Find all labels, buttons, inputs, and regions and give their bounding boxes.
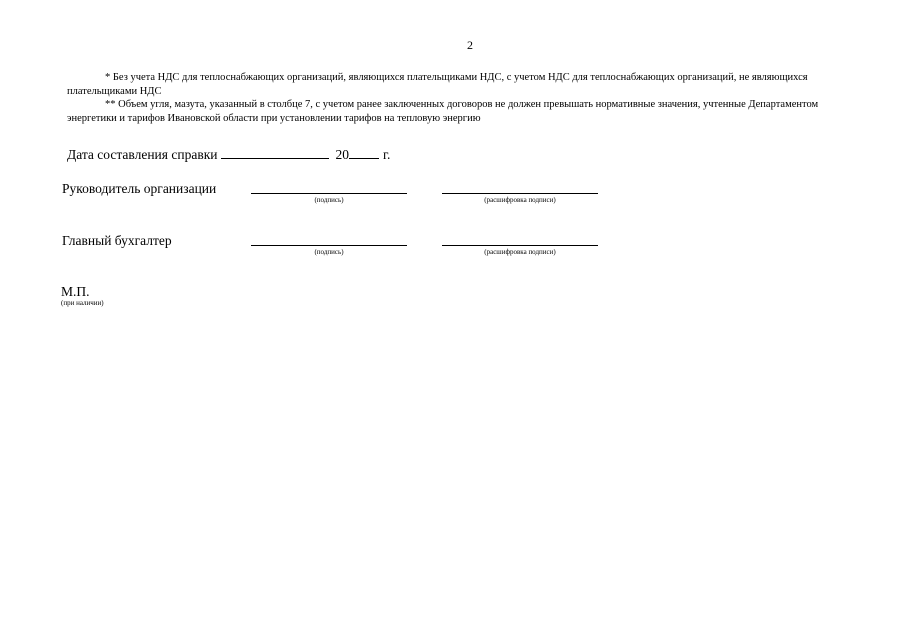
signature-label-director: Руководитель организации [62,181,217,196]
director-decoding-field[interactable] [442,193,598,205]
director-signature-field[interactable] [251,193,407,205]
date-of-issue-line [67,146,390,163]
date-of-issue-label: Дата составления справки [67,147,218,162]
stamp-note: (при наличии) [61,299,104,307]
accountant-signature-field[interactable] [251,245,407,257]
signature-caption: (подпись) [314,196,344,204]
footnote-fuel-volume: ** Объем угля, мазута, указанный в столбце 7, с учетом ранее заключенных договоров не должен превышать нормативные значения, учтенные Департаментом энергетики и тарифов Ивановской области при установлении тарифов на тепловую энергию [67,99,819,124]
signature-caption: (подпись) [314,248,344,256]
accountant-decoding-field[interactable] [442,245,598,257]
footnote-vat: * Без учета НДС для теплоснабжающих организаций, являющихся плательщиками НДС, с учетом НДС для теплоснабжающих организаций, не являющихся плательщиками НДС [67,72,808,97]
signature-label-accountant: Главный бухгалтер [62,233,172,248]
signature-row-accountant [0,233,905,263]
year-prefix: 20 [335,147,349,162]
year-suffix: г. [382,147,391,162]
year-blank-field[interactable] [349,146,379,159]
stamp-block [61,285,104,308]
decoding-caption: (расшифровка подписи) [484,196,556,204]
stamp-label: М.П. [61,284,90,299]
signature-row-director [0,181,905,211]
footnotes [67,71,847,125]
date-blank-field[interactable] [221,146,329,159]
page-number: 2 [467,38,473,52]
decoding-caption: (расшифровка подписи) [484,248,556,256]
